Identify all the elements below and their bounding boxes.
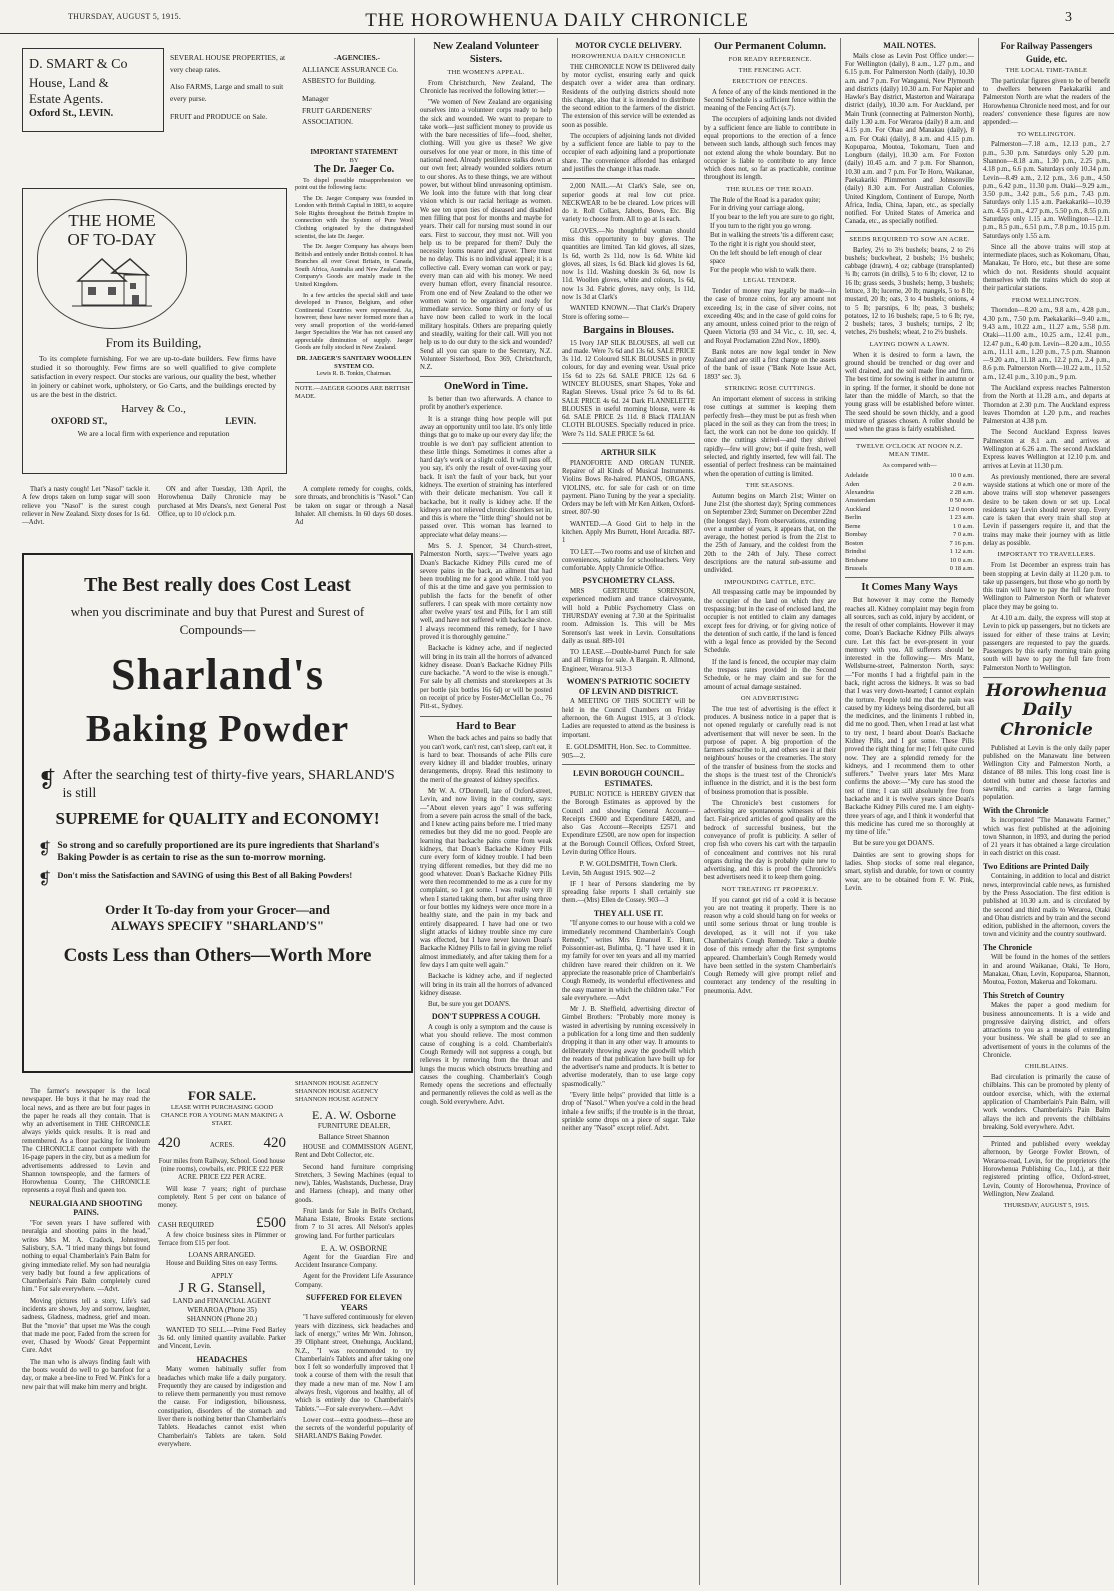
imprint-date: THURSDAY, AUGUST 5, 1915.	[1003, 1202, 1090, 1210]
sharland-headline: The Best really does Cost Least	[84, 574, 351, 596]
suffered-text: "I have suffered continuously for eleven years with dizziness, sick headaches and lack of energy," writes Mr Wm. Johnson, 39 Oliphant street, Onehunga, Auckland, N.Z., "I was recommended to try Chamberlain's Tablets and after taking one box I felt so wonderfully improved that I took a course of them with the result that they made a new man of me. Now I am always fresh, vigorous and healthy, all of which is entirely due to Chamberlain's Tablets."—For sale everywhere.—Advt	[295, 1314, 413, 1413]
clark-wanted: WANTED KNOWN.—That Clark's Drapery Store is offering some—	[562, 305, 695, 321]
smart-ad	[22, 48, 164, 132]
nottreating-p11: If you cannot get rid of a cold it is because you are not treating it properly. There is no reason why a cold should hang on for weeks or until some serious throat or lung trouble is developed, as it will not if you take Chamberlain's Cough Remedy. Take a double dose of this remedy after the first symptoms appeared. Chamberlain's Cough Remedy would have been settled in the system Chamberlain's Cough Remedy will give prompt relief and counteract any tendency of the resulting in pneumonia. Advt.	[704, 896, 836, 995]
cash-label: CASH REQUIRED	[158, 1220, 214, 1229]
time-value: 2 0 a.m.	[953, 480, 974, 488]
clark-gloves: GLOVES.—No thoughtful woman should miss this opportunity to buy gloves. The quantities are limited. Tan kid gloves, all sizes, 1s 6d, worth 2s 11d, now 1s 6d. White kid gloves, all sizes, 1s 6d. Black kid gloves 1s 6d, now 1s 11d. Washing doeskin 3s 6d, now 1s 11d. Woollen gloves, white and colours, 1s 6d, now 1s 3d. Fabric gloves, navy only, 1s 11d, now 1s 3d at Clark's	[562, 227, 695, 301]
osborne-house: HOUSE and COMMISSION AGENT, Rent and Debt Collector, etc.	[295, 1143, 413, 1160]
rules-poem	[704, 197, 836, 276]
agency-1: SHANNON HOUSE AGENCY	[295, 1080, 379, 1087]
deans-notice	[158, 486, 286, 522]
impounding-p7: All trespassing cattle may be impounded by the occupier of the land on which they are trespassing; but in the case of enclosed land, the occupier is not entitled to claim any damages except fees for driving, or for giving notice of the detention of such cattle, if the land is fenced with a legal fence as provided by the Second Schedule.	[704, 589, 836, 655]
horowhenua-p3: Containing, in addition to local and district news, interprovincial cable news, as furnished by the Press Association. The first edition is published at 10.30 a.m. and is circulated by the second and third mails to Weraroa, Otaki and Ohau districts and by train and the second edition, published in the afternoon, covers the town and vicinity and the country southward.	[983, 873, 1110, 939]
jaeger-p1: To dispel possible misapprehension we point out the following facts:	[295, 176, 413, 192]
divider	[845, 438, 974, 439]
time-place: Berne	[845, 522, 861, 530]
sharland-satisfaction	[38, 870, 397, 890]
advertisements-block	[22, 38, 414, 1587]
rules-line: If you turn to the right you go wrong.	[710, 223, 812, 231]
impounding-head: IMPOUNDING CATTLE, ETC.	[724, 578, 816, 586]
wanted-girl: WANTED.—A Good Girl to help in the kitchen. Apply Mrs Burrett, Hotel Arcadia. 887-1	[562, 520, 695, 545]
advertising-p9: The true test of advertising is the effect it produces. A business notice in a paper that is not opened regularly or carefully read is not advertisement that will never be seen. In the purpose of paper. A big proportion of the farmers subscribe to it, and others see it at their neighbours' houses or the creameries. The story of the transfer of business from the stocks and the shops is the truest test of the Chronicle's influence in the district, and it is the best form of business promotion that is possible.	[704, 705, 836, 796]
farmers-text: The farmer's newspaper is the local newspaper. He buys it that he may read the local news, and as there are but four pages in the paper he reads all they contain. That is why an advertisement in THE CHRONICLE always yields quick results. It is read and remembered. As a floor packing for linoleum The CHRONICLE cannot compete with the 16-page papers in the city, but as a medium for advertisements addressed to Levin and Shannon townspeople, and the farmers of Horowhenua County, The CHRONICLE represents a royal flush and queen too.	[22, 1088, 150, 1195]
agency-3: SHANNON HOUSE AGENCY	[295, 1095, 379, 1103]
cash-row	[158, 1214, 286, 1232]
legal-p3: Tender of money may legally be made—in the case of bronze coins, for any amount not exceeding 1s; in the case of silver coins, not exceeding 40s; and in the case of gold coins for any amount, unless coined prior to the reign of Queen Victoria (93 and 34 Vic., c. 10, sec. 4, and Royal Proclamation 22nd Nov., 1890).	[704, 287, 836, 345]
hard-p2: Mr W. A. O'Donnell, late of Oxford-street, Levin, and now living in the country, says:—"About eleven years ago" I was suffering from a severe pain across the small of the back, and I knew acting pains before me. I tried many remedies but they did me no good. People are learning that backache pains come from weak kidneys, that Doan's Backache Kidney Pills cure every form of kidney trouble. I had been trying different remedies, but they did me no good whatever. Doan's Backache Kidney Pills were then recommended to me as a cure for my complaint, so I got some. I was really very ill when I started taking them, but after using three or four bottles my kidneys were once more in a healthy state, and the pain in my back and entirely disappeared. I have had one or two slight attacks of kidney trouble since my cure was effected, but I have never known Doan's Backache Kidney Pills to fail in giving me relief almost immediately, and after taking them for a few days I am quite well again."	[420, 788, 552, 969]
time-row	[845, 540, 974, 548]
time-place: Boston	[845, 539, 864, 547]
nasol-text: That's a nasty cough! Let "Nasol" tackle it. A few drops taken on lump sugar will soon relieve you "Nasol" is the surest cough reliever in New Zealand. Sixty doses for 1s 6d. —Advt.	[22, 486, 150, 527]
sharland-brand: Sharland's	[111, 650, 324, 700]
divider	[845, 231, 974, 232]
time-place: Brindisi	[845, 548, 866, 556]
rules-line: If you bear to the left you are sure to go right,	[710, 214, 835, 222]
fencing-head: THE FENCING ACT.	[738, 66, 802, 74]
blouses-head: Bargains in Blouses.	[583, 324, 674, 336]
smart-address: Oxford St., LEVIN.	[29, 108, 114, 120]
agencies-fruit: FRUIT GARDENERS' ASSOCIATION.	[302, 105, 372, 127]
osborne-role: FURNITURE DEALER,	[317, 1122, 391, 1131]
headaches-head: HEADACHES	[196, 1354, 248, 1364]
osborne-ad	[295, 1080, 413, 1445]
fencing-p2: The occupiers of adjoining lands not divided by a sufficient fence are liable to contribute in equal proportions to the erection of a fence between such lands, although such fences may not extend along the whole boundary. But no occupier is liable to contribute to any fence which does not, so far as practicable, continue throughout its length.	[704, 116, 836, 182]
mail-text: Mails close as Levin Post Office under:— For Wellington (daily), 8 a.m., 1.27 p.m., and 6.15 p.m. For Palmerston North (daily), 10.30 a.m. and 7 p.m. For Wanganui, New Plymouth and districts (daily) 10.30 a.m. For Napier and Hawke's Bay district, Masterton and Wairarapa district (daily), 10.30 a.m. For Auckland, per Main Trunk (connecting at Palmerston North), daily 1.30 a.m. For Weraroa (daily) 8 a.m. and 4.15 p.m. For Ohau and Manakau (daily), 8 a.m. For Otaki (daily), 8 a.m. and 4.15 p.m. Kopuparoa, Moutoa, Tokomaru, Tuen and Longburn (daily), 10.30 a.m. For Foxton (daily) 10.45 a.m. and 7 p.m. For Shannon, 10.30 a.m. and 7 p.m. For Te Horo, Waikanae, Paekakariki Plimmerton and Johnsonville (daily) 8.30 a.m. For Australian Colonies, United Kingdom, Continent of Europe, North Africa, India, China, Japan, etc., as specially notified. For United States of America and Canada, etc., as specially notified.	[845, 52, 974, 226]
theyall-text: "If anyone comes to our house with a cold we immediately recommend Chamberlain's Cough Remedy," writes Mrs Emanuel E. Hunt, Poissonnier-ast, Bulimba, Q. "I have used it in my family for over ten years and all my married children have reared their children on it. We appreciate the reasonable price of Chamberlain's Cough Remedy, its wonderful effectiveness and the easy manner in which the children take." For sale everywhere. —Advt	[562, 920, 695, 1002]
dainties-text: Dainties are sent to growing shops for ladies. Shop stocks of some real elegance, smart, stylish and durable, for town or country wear, are to be obtained from F. W. Pink, Levin.	[845, 851, 974, 892]
logo-line-2: Daily	[1022, 700, 1071, 721]
home-emblem	[37, 199, 187, 329]
suppress-head: DON'T SUPPRESS A COUGH.	[431, 1012, 541, 1022]
seeds-head: SEEDS REQUIRED TO SOW AN ACRE.	[849, 235, 970, 243]
permanent-sub: FOR READY REFERENCE.	[728, 55, 812, 63]
for-sale-sub: LEASE WITH PURCHASING GOOD CHANCE FOR A YOUNG MAN MAKING A START.	[160, 1103, 284, 1127]
time-value: 10 0 a.m.	[949, 556, 974, 564]
time-place: Amsterdam	[845, 497, 876, 505]
railway-p9: At 4.10 a.m. daily, the express will stop at Levin to pick up passengers, but no tickets are issued for either of these trains at Levin; passengers are requested to pay the guards. Passengers by this early morning train going south will have to pay the full fare from Palmerston North to Wellington.	[983, 614, 1110, 672]
two-editions-head: Two Editions are Printed Daily	[983, 861, 1089, 871]
oneword-p3: Mrs S. J. Spencer, 34 Church-street, Palmerston North, says:—"Twelve years ago Doan's Backache Kidney Pills cured me of severe pains in the back, an ailment that had been troubling me for a good while. I told you of this at the time and gave you permission to publish the facts for the benefit of other sufferers. I can speak with more certainty now after twelve years' test and Pills, for I am still well, and have not suffered with backache since. I always recommend this remedy, for I have proved it is thoroughly genuine."	[420, 542, 552, 642]
harvey-address	[31, 416, 276, 427]
mail-head: MAIL NOTES.	[883, 41, 936, 50]
jaeger-note: NOTE.—JAEGER GOODS ARE BRITISH MADE.	[295, 382, 413, 401]
jaeger-head: IMPORTANT STATEMENT	[310, 148, 398, 156]
railway-p1: The particular figures given to be of benefit to dwellers between Paekakariki and Palmerston North are what the readers of the Horowhenua Chronicle need most, and for our readers' convenience these figures are now appended:—	[983, 77, 1110, 127]
railway-p2: Palmerston—7.18 a.m., 12.13 p.m., 2.7 p.m., 5.30 p.m. Saturdays only 5.20 p.m. Shannon—8.18 a.m., 1.30 p.m., 2.25 p.m., 4.18 p.m., 6.6 p.m. Saturdays only 10.34 p.m. Levin—8.49 a.m., 2.12 p.m., 3.6 p.m., 4.50 p.m., 6.42 p.m., 11.30 p.m. Otaki—9.29 a.m., 3.50 p.m., 3.42 p.m., 5.6 p.m., 7.43 p.m. Saturdays only 1.15 a.m. Paekakariki—10.39 a.m. 4.55 p.m., 4.27 p.m., 5.50 p.m., 8.55 p.m. Saturdays only 1.15 a.m. Wellington—12.11 p.m., 8.5 p.m., 6.51 p.m., 7.8 p.m., 10.15 p.m. Saturdays only 1.55 a.m.	[983, 141, 1110, 240]
sharland-product: Baking Powder	[85, 708, 350, 751]
nasal-notice	[295, 486, 413, 530]
borough-date: Levin, 5th August 1915. 902—2	[562, 868, 656, 877]
jaeger-by: BY	[349, 156, 359, 164]
time-value: 7 16 p.m.	[949, 539, 974, 547]
jaeger-ad	[295, 148, 413, 478]
sharland-specify: ALWAYS SPECIFY "SHARLAND'S"	[110, 917, 325, 933]
railway-p4: Thorndon—8.20 a.m., 9.8 a.m., 4.28 p.m., 4.30 p.m., 7.50 p.m. Paekakariki—9.40 a.m., 9.43 a.m., 10.22 a.m., 11.27 a.m., 5.58 p.m. Otaki—11.00 a.m., 10.25 a.m., 12.41 p.m., 12.47 p.m., 6.40 p.m. Levin—8.20 a.m., 10.55 a.m., 11.11 a.m., 1.20 p.m., 7.5 p.m. Shannon—9.20 a.m., 11.18 a.m., 12.2 p.m., 2.4 p.m., 8.6 p.m. Palmerston North—10.22 a.m., 11.52 a.m., 12.41 p.m., 3.10 p.m., 9 p.m.	[983, 307, 1110, 381]
smart-ad-right	[170, 52, 294, 122]
from-wellington-head: FROM WELLINGTON.	[1011, 296, 1082, 304]
motorcycle-sub: HOROWHENUA DAILY CHRONICLE	[571, 52, 686, 60]
column-rule	[840, 38, 841, 1585]
theyall-head: THEY ALL USE IT.	[593, 908, 664, 918]
divider	[562, 764, 695, 765]
time-place: Alexandria	[845, 489, 874, 497]
divider	[562, 178, 695, 179]
silk-text: PIANOFORTE AND ORGAN TUNER. Repairer of all Kinds of Musical Instruments. Violins Bows Re-haired. PIANOS, ORGANS, VIOLINS, etc. for sale for cash or on time payment. Piano Tuning by the year a speciality. Orders may be left with Mr Ken Aitken, Oxford-street. 807-90	[562, 459, 695, 517]
nottreating-head: NOT TREATING IT PROPERLY.	[721, 885, 819, 893]
rules-line: The Rule of the Road is a paradox quite;	[710, 196, 821, 204]
acres-number-2: 420	[263, 1134, 286, 1151]
horowhenua-p2: Is incorporated "The Manawatu Farmer," which was first published at the adjoining town Shannon, in 1893, and during the period of 21 years it has obtained a large circulation in each district on this coast.	[983, 817, 1110, 858]
stansell-phone-1: WERAROA (Phone 35)	[187, 1306, 257, 1315]
erection-head: ERECTION OF FENCES.	[732, 77, 808, 85]
sharland-supreme: SUPREME for QUALITY and ECONOMY!	[55, 808, 380, 828]
time-row	[845, 489, 974, 497]
divider	[420, 716, 552, 717]
nasal-text: A complete remedy for coughs, colds, sore throats, and bronchitis is "Nasol." Can be taken on sugar or through a Nasal Inhaler. All chemists. In 60 days 60 doses. Ad	[295, 486, 413, 527]
time-row	[845, 565, 974, 573]
harvey-town: LEVIN.	[225, 415, 256, 426]
smart-name: D. SMART & Co	[29, 57, 128, 72]
agencies-manager: Manager	[302, 93, 329, 103]
home-heading: THE HOME	[68, 211, 156, 230]
osborne-second: Second hand furniture comprising Stretchers, 3 Sewing Machines (equal to new), Tables, Washstands, Duchesse, Dray and Harness (cheap), and many other goods.	[295, 1163, 413, 1204]
hard-head: Hard to Bear	[456, 720, 516, 732]
psychometry-text: MRS GERTRUDE SORENSON, experienced medium and trance clairvoyante, will hold a Public Psychometry Class on THURSDAY evening at 7.30 at the Spiritualist room. Admission 1s. This will be Mrs Sorenson's last week in Levin. Consultations daily as usual. 889-101	[562, 588, 695, 645]
sharland-satisfaction-text: Don't miss the Satisfaction and SAVING of using this Best of all Baking Powders!	[57, 870, 353, 881]
trade-sell: TO LEASE.—Double-barrel Punch for sale and all Fittings for sale. A Bargain. R. Allmond, Engineer, Weraroa. 913-3	[562, 649, 695, 673]
sharland-ad	[22, 553, 413, 1073]
acres-row	[158, 1134, 286, 1152]
harvey-tagline: We are a local firm with experience and reputation	[77, 428, 230, 438]
column-4	[420, 38, 552, 1587]
bottom-left-column	[22, 1088, 150, 1395]
time-row	[845, 506, 974, 514]
time-row	[845, 531, 974, 539]
osborne-agent-2: Agent for the Provident Life Assurance Company.	[295, 1273, 413, 1289]
sharland-claim	[38, 767, 397, 803]
smart-farms: Also FARMS, Large and small to suit every purse.	[170, 82, 284, 103]
time-value: 1 0 a.m.	[953, 522, 974, 530]
for-sale-lease: Will lease 7 years; right of purchase completely. Rent 5 per cent on balance of money.	[158, 1185, 286, 1210]
house-icon	[72, 253, 152, 309]
smart-line2: House, Land &	[29, 74, 109, 90]
legal-head: LEGAL TENDER.	[743, 277, 797, 285]
bullet-icon: ❡	[38, 766, 57, 792]
jaeger-chairman: Lewis R. B. Tonkin, Chairman.	[316, 370, 392, 377]
acres-label: ACRES.	[209, 1140, 235, 1149]
time-value: 1 12 a.m.	[949, 548, 974, 556]
agencies-asbesto: ASBESTO for Building.	[302, 76, 376, 86]
neuralgia-text: "For seven years I have suffered with neuralgia and shooting pains in the head," writes Mrs M. A. Cradock, Johnstreet, Salisbury, S.A. "I tried many things but found nothing to equal Chamberlain's Pain Balm for giving immediate relief. My son had neuralgia very badly but found a few applications of Chamberlain's Pain Balm completely cured him." For sale everywhere. —Advt.	[22, 1220, 150, 1294]
legal-p4: Bank notes are now legal tender in New Zealand and are still a first charge on the assets of the bank of issue ("Bank Note Issue Act, 1893" sec. 3).	[704, 348, 836, 381]
time-row	[845, 481, 974, 489]
masthead-title: THE HOROWHENUA DAILY CHRONICLE	[365, 10, 749, 31]
time-place: Bombay	[845, 531, 868, 539]
agency-2: SHANNON HOUSE AGENCY	[295, 1087, 379, 1095]
time-place: Brussels	[845, 564, 868, 572]
jaeger-sig: DR. JAEGER'S SANITARY WOOLLEN SYSTEM CO.	[296, 355, 412, 370]
oneword-p2: It is a strange thing how people will put away an opportunity until too late. It's only little things that go to make up our every day life; the trouble is we don't pay sufficient attention to these little things. Sometimes it comes after a hard day's work or a slight cold. It will pass off, you say, it's only the result of over-taxing your back. It isn't the fault of your back, but your kidneys. The exertion of straining has interfered with their delicate mechanism. You call it backache, but it really is kidney ache. If the kidneys are not relieved chronic disorders set in, and this is where the "little thing" should not be passed over. This woman has learned to appreciate what delay means:—	[420, 415, 552, 539]
for-sale-head: FOR SALE.	[188, 1088, 256, 1103]
oneword-p1: Is better than two afterwards. A chance to profit by another's experience.	[420, 396, 552, 412]
osborne-addr: Ballance Street Shannon	[318, 1133, 390, 1142]
patriotic-sig: E. GOLDSMITH, Hon. Sec. to Committee.	[566, 742, 691, 751]
rules-line: For the people who wish to walk there.	[710, 267, 817, 275]
harvey-body: To its complete furnishing. For we are up-to-date builders. Few firms have studied it so thoroughly. Few firms are so well qualified to give complete satisfaction in every respect. Our stocks are various, our quality the best, whether in joinery or cabinet work, upholstery, or Go Carts, and the buildings erected by us are the best in the district.	[31, 353, 276, 400]
smart-fruit: FRUIT and PRODUCE on Sale.	[170, 111, 268, 121]
time-value: 0 18 a.m.	[949, 564, 974, 572]
patriotic-num: 905—2.	[562, 751, 586, 760]
railway-p6: The Second Auckland Express leaves Palmerston at 8.1 a.m. and arrives at Wellington at 6.26 a.m. The second Auckland Express leaves Wellington at 12.10 p.m. and arrives at Levin at 11.30 p.m.	[983, 429, 1110, 470]
harvey-firm: Harvey & Co.,	[121, 402, 186, 415]
divider	[983, 677, 1110, 678]
time-place: Aden	[845, 480, 860, 488]
permanent-head: Our Permanent Column.	[713, 41, 827, 52]
motorcycle-p2: The occupiers of adjoining lands not divided by a sufficient fence are liable to pay to the occupier of each adjoining land a proportionate share. The convenience afforded has enlarged and justifies the change it has made.	[562, 132, 695, 174]
agencies-alliance: ALLIANCE ASSURANCE Co.	[302, 64, 399, 74]
everylittle-text: "Every little helps" provided that little is a drop of "Nasol." When you've a cold in the head inhale a few sniffs; if the trouble is in the throat, sprinkle some drops on a piece of sugar. Take neither any "Nasol" except relief. Advt.	[562, 1091, 695, 1133]
jaeger-p3: The Dr. Jaeger Company has always been British and entirely under British control. It has Branches all over Great Britain, in Canada, South Africa, Australia and New Zealand. The Company's Goods are mainly made in the United Kingdom.	[295, 243, 413, 288]
suffered-head: SUFFERED FOR ELEVEN YEARS	[305, 1292, 402, 1312]
striking-p5: An important element of success in striking rose cuttings at summer is keeping them perfectly fresh—they must be put as fresh when placed in the soil as they can from the trees; in fact, the work can not be done too quickly. If once the cuttings shrivel—and they shrivel rapidly—few will grow; but if quite fresh, well selected, and rightly inserted, few will fail. The essential of perfect freshness can be maintained when the operation of cutting is limited.	[704, 395, 836, 478]
to-wellington-head: TO WELLINGTON.	[1017, 130, 1076, 138]
for-sale-house: House and Building Sites on easy Terms.	[166, 1260, 278, 1268]
headaches-text: Many women habitually suffer from headaches which make life a daily purgatory. Frequently they are caused by indigestion and to relieve them permanently you must remove the cause. For indigestion, biliousness, constipation, disorders of the stomach and liver there is nothing better than Chamberlain's Tablets. Headaches cannot exist when Chamberlain's Tablets are taken. Sold everywhere.	[158, 1366, 286, 1448]
nzvs-head: New Zealand Volunteer Sisters.	[433, 41, 539, 65]
rules-head: THE RULES OF THE ROAD.	[726, 185, 814, 193]
agencies-ad	[302, 52, 412, 128]
nzvs-p1: From Christchurch, New Zealand, The Chronicle has received the following letter:—	[420, 79, 552, 95]
stansell-role: LAND and FINANCIAL AGENT	[172, 1297, 272, 1306]
borough-text: PUBLIC NOTICE is HEREBY GIVEN that the Borough Estimates as approved by the Council and showing General Account—Receipts £3600 and Expenditure £4820, and also Gas Account—Receipts £2571 and Expenditure £2500, are now open for inspection at the Borough Council Offices, Oxford Street, Levin during Office Hours.	[562, 790, 695, 856]
slander-text: IF I hear of Persons slandering me by spreading false reports I shall certainly sue them.—(Mrs) Ellen de Cossey. 903—3	[562, 880, 695, 905]
hard-p4: But, be sure you get DOAN'S.	[428, 1001, 511, 1009]
osborne-name-2: E. A. W. OSBORNE	[320, 1244, 388, 1254]
comes-text: But however it may come the Remedy reaches all. Kidney complaint may begin from all sources, such as cold, injury by accident, or the result of other complaints. However it may come, Doan's Backache Kidney Pills always cure. Let this fact be ever-present in your memory with you. All sufferers should be interested in the following:— Mrs Manz, Wellsburne-street, Palmerston North, says:—"For months I had a frightful pain in the back, right across the kidneys. It was so bad that I was very down-hearted; I cannot explain the torture. People told me that the pain was caused by my kidneys being disordered, but all the medicines, and the liniments I rubbed in, did me no good. Then, when I read at last what to try next, I heard about Doan's Backache Kidney Pills, and I got some. These Pills proved the right thing for me; I felt quite cured now. They are a splendid remedy for the kidneys, and I recommend them to other sufferers." Twelve years later Mrs Manz confirms the above:—"My cure has stood the test of time; I can still absolutely free from backache and it is twelve years since Doan's Backache Kidney Pills cured me. I am eighty-three years of age, and I think it wonderful that this medicine has cured me so thoroughly at my time of life."	[845, 597, 974, 837]
time-table	[845, 472, 974, 573]
column-8	[983, 38, 1110, 1587]
logo-line-3: Chronicle	[1000, 720, 1093, 740]
suppress-text: A cough is only a symptom and the cause is what you should relieve. The most common cause of coughing is a cold. Chamberlain's Cough Remedy will not suppress a cough, but relieves it by removing from the throat and lungs the mucus which obstructs breathing and causes the coughing. Chamberlain's Cough Remedy opens the secretions and effectually and permanently relieves the cold as well as the cough. Sold everywhere. Advt.	[420, 1024, 552, 1106]
clark-neckwear: 2,000 NAIL.—At Clark's Sale, see on, superior goods at real low cut price. NECKWEAR to be be cleared. Low prices will do it. Roll Collars, Jabots, Bows, Etc. Big variety to choose from. All to go at 1s each.	[562, 183, 695, 224]
for-sale-desc: Four miles from Railway, School. Good house (nine rooms), cowbails, etc. PRICE £22 PER ACRE. PRICE £22 PER ACRE.	[158, 1157, 286, 1182]
stansell-name: J R G. Stansell,	[178, 1281, 266, 1297]
lower-cost-text: Lower cost—extra goodness—these are the secrets of the wonderful popularity of SHARLAND'S Baking Powder.	[295, 1416, 413, 1441]
seasons-head: THE SEASONS.	[745, 481, 795, 489]
nzvs-p2: "We women of New Zealand are organising ourselves into a volunteer corps ready to help the sick and wounded. We want to prepare to take work—just sufficient money to provide us with the bare necessities of life—food, shelter, clothing. Will you give us these? We give ourselves for one year or more, in this time of national need. Already pestilence stalks down at our own feet; already wounded soldiers return to our shores. As to these things, we are without power, but without blind unreasoning optimism. We look into the future with that long clear vision which is our racial heritage as women. We see ten upon ties of diseased and disabled men filling that post for months and maybe for years. Their call for nursing must sound in our ears. First to succour, they must not. Will you help us to be prepared for them? Duly the necessity looms nearer and graver. There must be no delay. This is no individual appeal; it is a collective call. Every woman can work or pay; every man can aid with his money. We need every human effort, every financial resource. From one end of New Zealand to the other we women want to be organised and ready for immediate service. Some thirty or forty of us have now been called to work in the local military hospitals. Others are preparing quietly and steadily, waiting for their call. Will you not help us to do our duty to the sick and wounded? Send all you can spare to the Secretary, N.Z. Volunteer Sisterhood, Box 369, Christchurch, N.Z.	[420, 99, 552, 372]
time-row	[845, 523, 974, 531]
column-rule	[414, 38, 415, 1585]
time-value: 10 0 a.m.	[949, 472, 974, 480]
time-value: 0 50 a.m.	[949, 497, 974, 505]
smart-line3: Estate Agents.	[29, 91, 104, 107]
divider	[420, 376, 552, 377]
rules-line: On the left should be left enough of clear space	[710, 249, 822, 266]
motorcycle-head: MOTOR CYCLE DELIVERY.	[575, 41, 682, 50]
time-place: Brisbane	[845, 556, 869, 564]
column-rule	[699, 38, 700, 1585]
oneword-p4: Backache is kidney ache, and if neglected will bring in its train all the horrors of advanced kidney disease. Doan's Backache Kidney Pills cure backache. "A word to the wise is enough." For sale by all chemists and storekeepers at 3s per bottle (six bottles 16s 6d) or will be posted on receipt of price by Foster-McClellan Co., 76 Pitt-st., Sydney.	[420, 645, 552, 711]
blouses-text: 15 Ivory JAP SILK BLOUSES, all well cut and made. Were 7s 6d and 13s 6d. SALE PRICE 3s 11d. 12 Coloured SILK BLOUSES in pretty colours, for day and evening wear. Usual price 15s 6d to 22s 6d. SALE PRICE 12s 6d. 6 WINCEY BLOUSES, smart Shapes, Yoke and Raglan Sleeves. Usual price 7s 6d to 8s 6d. SALE PRICE 4s 6d. 24 Dark FLANNELETTE BLOUSES in useful morning blouse, were 4s 6d. SALE PRICE 2s 11d. 8 Black ITALIAN CLOTH BLOUSES. Specially reduced in price. Were 7s 11d. SALE PRICE 5s 6d.	[562, 339, 695, 438]
horowhenua-p6: Bad circulation is primarily the cause of chilblains. This can be promoted by plenty of outdoor exercise, which, with the external application of Chamberlain's Pain Balm, will work wonders. Chamberlain's Pain Balm allays the itch and prevents the chilblains breaking. Sold everywhere. Advt.	[983, 1074, 1110, 1131]
divider	[562, 443, 695, 444]
horowhenua-p5: Makes the paper a good medium for business announcements. It is a wide and progressive dairying district, and offers attractions to you as a means of extending your business. We shall be glad to see an advertisement of yours in the columns of the Chronicle.	[983, 1002, 1110, 1059]
railway-guide: Guide, etc.	[1025, 53, 1068, 64]
railway-head: For Railway Passengers	[1000, 41, 1093, 51]
for-sale-ad	[158, 1088, 286, 1452]
railway-p5: The Auckland express reaches Palmerston from the North at 11.28 a.m., and departs at Thorndon at 2.30 p.m. The Auckland express leaves Thorndon at 1.20 p.m., and reaches Palmerston at 4.38 p.m.	[983, 384, 1110, 426]
osborne-fruit: Fruit lands for Sale in Bell's Orchard, Mahana Estate, Brooks Estate sections from 7 to 31 acres. All Nelson's apples growing land. For further particulars	[295, 1207, 413, 1240]
comes-head: It Comes Many Ways	[861, 582, 958, 594]
bullet-icon: ❡	[38, 871, 52, 889]
chilblains-head: CHILBLAINS.	[1024, 1063, 1069, 1071]
fencing-p1: A fence of any of the kinds mentioned in the Second Schedule is a sufficient fence within the meaning of the Fencing Act (s.7).	[704, 88, 836, 113]
important-head: IMPORTANT TO TRAVELLERS.	[997, 551, 1096, 559]
apply-label: APPLY	[210, 1271, 234, 1280]
man-text: The man who is always finding fault with the boots would do well to go barefoot for a day, or make a bee-line to Fred W. Pink's for a new pair that will make him merry and bright.	[22, 1358, 150, 1391]
masthead	[0, 0, 1114, 34]
time-row	[845, 557, 974, 565]
time-row	[845, 497, 974, 505]
railway-p7: As previously mentioned, there are several wayside stations at which one or more of the above trains will stop whenever passengers desire to be taken down or set up. Local residents say Levin should never stop. Every care is taken that every train shall stop at Levin if passengers require it, and that the trains may make their journey with as little delay as possible.	[983, 473, 1110, 548]
time-place: Auckland	[845, 505, 871, 513]
bullet-icon: ❡	[38, 840, 52, 858]
horowhenua-p4: Will be found in the homes of the settlers in and around Waikanae, Otaki, Te Horo, Manakau, Ohau, Levin, Kopuparoa, Shannon, Moutoa, Foxton, Makerua and Tokomaru.	[983, 954, 1110, 987]
time-row	[845, 472, 974, 480]
time-place: Berlin	[845, 514, 862, 522]
to-let: TO LET.—Two rooms and use of kitchen and conveniences, suitable for schoolteachers. Very comfortable. Apply Chronicle Office.	[562, 548, 695, 573]
time-row	[845, 514, 974, 522]
psychometry-head: PSYCHOMETRY CLASS.	[582, 576, 675, 586]
borough-head: LEVIN BOROUGH COUNCIL. ESTIMATES.	[573, 769, 684, 789]
time-row	[845, 548, 974, 556]
comes-text-2: But be sure you get DOAN'S.	[853, 840, 934, 848]
hard-p1: When the back aches and pains so badly that you can't work, can't rest, can't sleep, can't eat, it is hard to bear. Thousands of ache Pills cure every kidney ill and bladder troubles, urinary derangements, dropsy. Read this testimony to the merit of the greatest of kidney specifics.	[420, 735, 552, 784]
advertising-head: ON ADVERTISING	[740, 694, 800, 702]
imprint: Printed and published every weekday afternoon, by George Fowler Brown, of Weraroa-road, Levin, for the proprietors (the Horowhenua Publishing Co., Ltd.), at their registered printing office, Oxford-street, Levin, County of Horowhenua, Province of Wellington, New Zealand.	[983, 1141, 1110, 1198]
jaeger-p2: The Dr. Jaeger Company was founded in London with British Capital in 1883, to acquire Sole Rights throughout the British Empire in connection with the System of Pure Wool Clothing originated by the distinguished scientist, the late Dr. Jaeger.	[295, 194, 413, 240]
masthead-date: THURSDAY, AUGUST 5, 1915.	[68, 12, 182, 21]
jaeger-name: The Dr. Jaeger Co.	[313, 164, 395, 176]
noon-head: TWELVE O'CLOCK AT NOON N.Z. MEAN TIME.	[856, 443, 963, 459]
time-value: 1 23 a.m.	[949, 514, 974, 522]
sharland-costs: Costs Less than Others—Worth More	[63, 944, 372, 966]
divider	[983, 1136, 1110, 1137]
oneword-head: OneWord in Time.	[444, 381, 528, 393]
time-place: Adelaide	[845, 472, 869, 480]
sheffield-text: Mr J. B. Sheffield, advertising director of Gimbel Brothers: "Probably more money is wasted in advertising by running excessively in a publication for a long time and then suddenly dropping it than in any other way. It amounts to deliberately throwing away the goodwill which the readers of that publication have built up for the advertiser's name and products. It is better to advertise moderately, than to use large copy spasmodically."	[562, 1006, 695, 1088]
hard-p3: Backache is kidney ache, and if neglected will bring in its train all the horrors of advanced kidney disease.	[420, 973, 552, 997]
loans-label: LOANS ARRANGED.	[188, 1251, 256, 1260]
rules-line: But in walking the streets 'tis a different case;	[710, 231, 834, 239]
moving-text: Moving pictures tell a story, Life's sad incidents are shown, Joy and sorrow, laughter, sadness, Gladness, madness, grief and moan. But the "movie" that upset me Was the cough that made me poor, Faded from the screen for ever, Chased by Woods' Great Peppermint Cure. Advt	[22, 1297, 150, 1355]
rules-line: For in driving your carriage along,	[710, 205, 804, 213]
lawn-text: When it is desired to form a lawn, the ground should be trenched or dug over and well drained, and the soil made fine and firm. The best time for sowing is either in autumn or in spring. If the former, it should be done not later than the middle of March, so that the young grass will be established before winter. The seed should be sown thickly, and a good mixture of grasses chosen. A roller should be used when the grass is fairly established.	[845, 351, 974, 434]
impounding-p8: If the land is fenced, the occupier may claim the trespass rates provided in the Second Schedule, or he may claim and sue for the amount of actual damage sustained.	[704, 658, 836, 691]
time-value: 2 28 a.m.	[949, 489, 974, 497]
sharland-strength	[38, 840, 397, 865]
smart-properties: SEVERAL HOUSE PROPERTIES, at very cheap rates.	[170, 53, 286, 74]
time-value: 7 0 a.m.	[953, 531, 974, 539]
wanted-barley: WANTED TO SELL.—Prime Feed Barley 3s 6d. only limited quantity available. Parker and Vincent, Levin.	[158, 1326, 286, 1351]
harvey-ad	[22, 188, 287, 474]
osborne-name: E. A. W. Osborne	[312, 1107, 396, 1122]
home-subheading: From its Building,	[105, 335, 202, 350]
stretch-head: This Stretch of Country	[983, 990, 1065, 1000]
nasol-notice	[22, 486, 150, 530]
for-sale-shop: A few choice business sites in Plimmer or Terrace from £15 per foot.	[158, 1231, 286, 1248]
column-7	[845, 38, 974, 1587]
nzvs-sub: THE WOMEN'S APPEAL.	[447, 68, 525, 76]
acres-number: 420	[158, 1134, 181, 1151]
patriotic-text: A MEETING OF THIS SOCIETY will be held in the Council Chambers on Friday afternoon, the 6th August 1915, at 3 o'clock. Ladies are requested to attend as the business is important.	[562, 698, 695, 739]
column-rule	[557, 38, 558, 1585]
seeds-text: Barley, 2½ to 3½ bushels; beans, 2 to 2½ bushels; buckwheat, 2 bushels; 1½ bushels; cabbage (drawn), 4 oz; cabbage (transplanted) ¾ lb; carrots (in drills), 5 to 6 lb; clover, 12 to 16 lb; grass seeds, 3 bushels; hemp, 3 bushels; lettuce, 3 lb; lucerne, 20 lb; mangels, 5 to 8 lb; mustard, 20 lb; oats, 3 to 4 bushels; onions, 4 to 5 lb; parsnips, 6 lb; peas, 3 bushels; potatoes, 12 to 16 bushels; rape, 5 to 6 lb; rye, 2 bushels; tares, 3 bushels; turnips, 2 lb; vetches, 2½ bushels; wheat, 2 to 2½ bushels.	[845, 246, 974, 337]
railway-p3: Since all the above trains will stop at intermediate places, such as Kokomaru, Ohau, Manakau, Te Horo, etc., but these are some which do not. Residents should acquaint themselves with the trains which do stop at their particular stations.	[983, 243, 1110, 293]
osborne-agent-1: Agent for the Guardian Fire and Accident Insurance Company.	[295, 1253, 413, 1270]
jaeger-p4: In a few articles the special skill and taste developed in France, Belgium, and other Continental Countries were represented. As, however, these have never formed more than a very small proportion of the world-famed Jaeger Specialties the War has not caused any appreciable diminution of supply. Jaeger Goods are fully stocked in New Zealand.	[295, 291, 413, 352]
column-5	[562, 38, 695, 1587]
sharland-order: Order It To-day from your Grocer—and	[105, 901, 330, 917]
lawn-head: LAYING DOWN A LAWN.	[869, 340, 950, 348]
motorcycle-p1: THE CHRONICLE NOW IS DElivered daily by motor cyclist, ensuring early and quick despatch over a wider area than ordinary. Residents of the outlying districts should note this change, also that it is intended to distribute the second edition to the farmers of the district. The extension of this service will be extended as soon as possible.	[562, 63, 695, 129]
sharland-strength-text: So strong and so carefully proportioned are its pure ingredients that Sharland's Baking Powder is as certain to rise as the sun to-morrow morning.	[57, 840, 380, 863]
silk-head: ARTHUR SILK	[600, 448, 657, 457]
seasons-p6: Autumn begins on March 21st; Winter on June 21st (the shortest day); Spring commences on September 23rd; Summer on December 22nd (the longest day). From observations, extending over a number of years, it appears that, on the average, the hottest period is from the 21st to the 25th of January, and the coldest from the 20th to the 24th of July. These correct descriptions are the natural sub-assume and undivided.	[704, 492, 836, 575]
striking-head: STRIKING ROSE CUTTINGS.	[724, 385, 816, 393]
home-heading-2: OF TO-DAY	[67, 229, 157, 249]
divider	[845, 577, 974, 578]
with-chronicle-head: With the Chronicle	[983, 805, 1049, 815]
compared-label: As compared with—	[882, 462, 937, 470]
patriotic-head: WOMEN'S PATRIOTIC SOCIETY OF LEVIN AND DISTRICT.	[566, 676, 691, 696]
horowhenua-p1: Published at Levin is the only daily paper published on the Manawatu line between Wellington City and Palmerston North, a distance of 88 miles. This long coast line is dotted with butter and cheese factories and sawmills, and carries a large farming population.	[983, 744, 1110, 802]
column-6	[704, 38, 836, 1587]
column-rule	[978, 38, 979, 1585]
cash-amount: £500	[256, 1214, 286, 1231]
horowhenua-logo	[983, 682, 1110, 741]
logo-line-1: Horowhenua	[985, 680, 1108, 701]
neuralgia-head: NEURALGIA AND SHOOTING PAINS.	[29, 1198, 143, 1218]
sharland-claim-text: After the searching test of thirty-five years, SHARLAND'S is still	[62, 767, 395, 801]
advertising-p10: The Chronicle's best customers for advertising are spontaneous witnesses of this fact. Fair-priced articles of good quality are the bedrock of successful business, but the conveyance of profit is publicity. A seller of crop fish who covers his cart with the tarpaulin of concealment and contrives not his rural organs during the day is probably quite new to advertising, and this is proof the Chronicle's best advertisers need it to keep them going.	[704, 799, 836, 882]
rules-line: To the right it is right you should steer,	[710, 240, 816, 248]
railway-p8: From 1st December an express train has been stopping at Levin daily at 11.20 p.m. to take up passengers, but those who go north by this train will have to pay the full fare from Wellington to Palmerston North or whatever place they may be going to.	[983, 562, 1110, 611]
railway-table-head: THE LOCAL TIME-TABLE	[1005, 66, 1088, 74]
harvey-street: OXFORD ST.,	[51, 415, 108, 426]
chronicle-head: The Chronicle	[983, 942, 1032, 952]
sharland-subline: when you discriminate and buy that Purest and Surest of Compounds—	[70, 604, 365, 637]
time-value: 12 0 noon	[948, 505, 974, 513]
agencies-title: -AGENCIES.-	[333, 53, 381, 62]
borough-sig: P. W. GOLDSMITH, Town Clerk.	[579, 860, 678, 869]
page-number: 3	[1065, 10, 1072, 25]
deans-text: ON and after Tuesday, 13th April, the Horowhenua Daily Chronicle may be purchased at Mrs Deans's, next General Post Office, up to 10 o'clock p.m.	[158, 486, 286, 518]
stansell-phone-2: SHANNON (Phone 20.)	[186, 1314, 258, 1323]
